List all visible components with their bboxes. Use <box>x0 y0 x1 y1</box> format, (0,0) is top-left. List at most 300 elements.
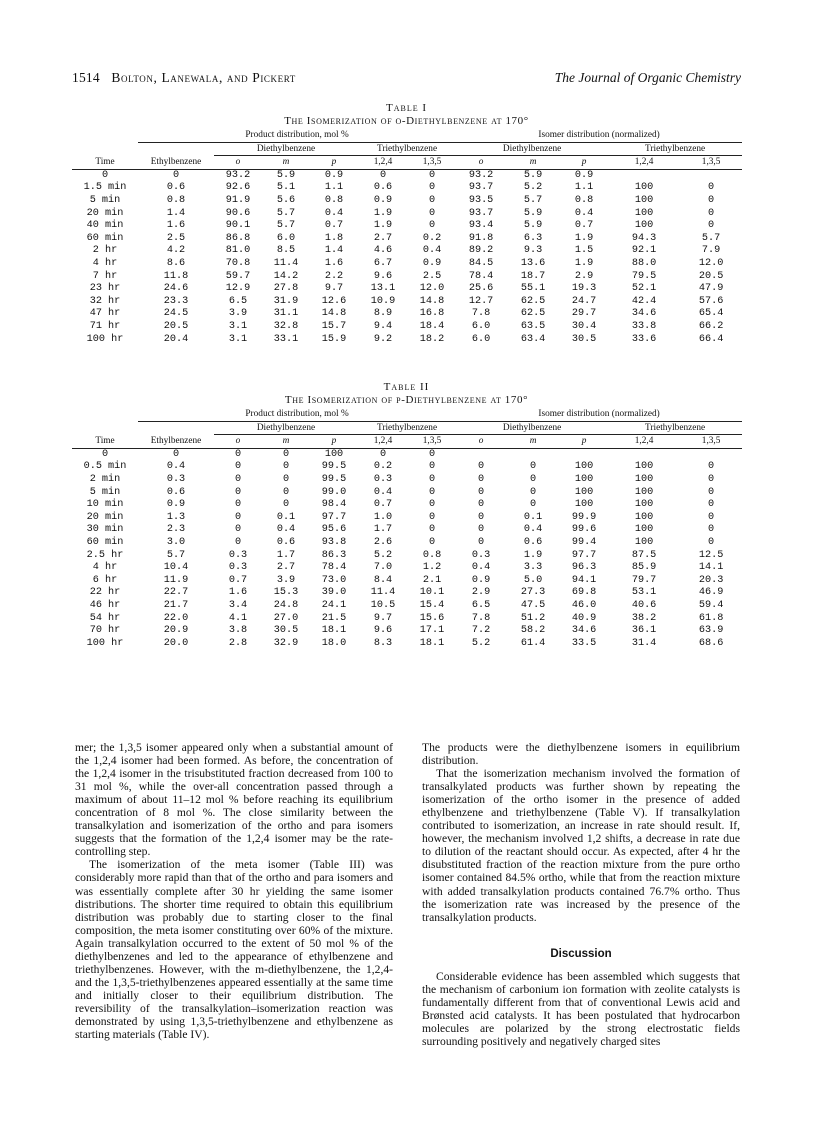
table-cell: 95.6 <box>321 524 347 536</box>
table2-col-ethyl: Ethylbenzene <box>138 435 214 449</box>
table-cell: 92.1 <box>631 245 657 257</box>
table-cell: 36.1 <box>631 625 657 637</box>
table-cell: 59.7 <box>225 270 251 282</box>
table-cell: 5.2 <box>523 182 543 194</box>
table-cell: 0.8 <box>166 194 186 206</box>
table-cell: 33.1 <box>273 333 299 345</box>
table-cell: 1.6 <box>166 220 186 232</box>
table1-sub-triethyl: Triethylbenzene <box>358 142 456 156</box>
table-row <box>72 499 742 512</box>
table-cell: 1.2 <box>422 562 442 574</box>
table-cell: 0.5 min <box>83 461 127 473</box>
table-cell: 86.3 <box>321 549 347 561</box>
table-cell: 12.0 <box>419 283 445 295</box>
table-cell: 81.0 <box>225 245 251 257</box>
table-cell: 0.8 <box>422 549 442 561</box>
table-cell: 100 <box>634 194 654 206</box>
table-cell: 99.5 <box>321 461 347 473</box>
table-cell: 10.4 <box>163 562 189 574</box>
table-cell: 0.3 <box>471 549 491 561</box>
table-cell: 71 hr <box>89 320 121 332</box>
table-cell: 23 hr <box>89 283 121 295</box>
table-cell: 7 hr <box>92 270 118 282</box>
paragraph: mer; the 1,3,5 isomer appeared only when a substantial amount of the 1,2,4 isomer had been formed. As before, the concentration of the 1,2,4 isomer in the trisubstituted fraction decreased from 100 to 31 mol %, while the over-all concentration passed through a maximum of about 11–12 mol % before reaching its equilibrium concentration of 8 mol %. The close similarity between the transalkylation and isomerization of the ortho and para isomers suggests that the formation of the 1,2,4 isomer may be the rate-controlling step. <box>75 741 393 859</box>
table-cell: 0 <box>428 194 436 206</box>
table-cell: 47.5 <box>520 599 546 611</box>
table2-col-time: Time <box>72 435 138 449</box>
table-cell: 6.7 <box>373 257 393 269</box>
table-cell: 21.7 <box>163 599 189 611</box>
table-cell: 0 <box>379 169 387 181</box>
table-cell: 0.7 <box>228 574 248 586</box>
table-cell: 5.7 <box>523 194 543 206</box>
table-cell: 19.3 <box>571 283 597 295</box>
table-cell: 79.5 <box>631 270 657 282</box>
table-cell: 4 hr <box>92 562 118 574</box>
table-row <box>72 537 742 550</box>
table-cell: 5 min <box>89 194 121 206</box>
table-cell: 12.6 <box>321 295 347 307</box>
table-cell: 0 <box>282 461 290 473</box>
table-cell: 14.8 <box>419 295 445 307</box>
running-head-left <box>72 70 296 86</box>
table-cell: 0.3 <box>228 562 248 574</box>
table-row <box>72 575 742 588</box>
table-cell: 22.0 <box>163 612 189 624</box>
table-cell: 6.0 <box>471 320 491 332</box>
running-head <box>72 70 741 88</box>
table-cell: 40.9 <box>571 612 597 624</box>
table-cell: 89.2 <box>468 245 494 257</box>
table-cell: 91.8 <box>468 232 494 244</box>
table-row <box>72 600 742 613</box>
table-cell: 0 <box>234 461 242 473</box>
table-row <box>72 638 742 651</box>
table-cell: 0 <box>530 473 537 485</box>
paragraph: That the isomerization mechanism involved the formation of transalkylated products was further shown by repeating the isomerization of the ortho isomer in the presence of added ethylbenzene and triethylbenzene (Table V). If transalkylation contributed to isomerization, an increase in rate should result. If, however, the mechanism involved 1,2 shifts, a decrease in rate due to dilution of the reactant should occur. As expected, after 4 hr the disubstituted fraction of the reaction mixture from the pure ortho isomer contained 84.5% ortho, while that from the reaction mixture with added transalkylation products contained 76.7% ortho. Thus the isomerization rate was increased by the presence of the transalkylation products. <box>422 767 740 924</box>
table-cell: 0 <box>428 220 436 232</box>
table-cell: 0.6 <box>166 182 186 194</box>
table-cell: 39.0 <box>321 587 347 599</box>
table-cell: 14.2 <box>273 270 299 282</box>
table-row <box>72 233 742 246</box>
table-cell: 5 min <box>89 486 121 498</box>
table-cell: 1.9 <box>373 207 393 219</box>
table-cell: 2.8 <box>228 637 248 649</box>
table-cell: 8.5 <box>276 245 296 257</box>
table2-title <box>0 381 813 407</box>
table2-col-p: p <box>310 435 358 449</box>
table-cell: 5.7 <box>701 232 721 244</box>
table-cell: 34.6 <box>631 308 657 320</box>
table2 <box>72 408 742 650</box>
table1-label: Table I <box>385 102 428 114</box>
table-cell: 3.3 <box>523 562 543 574</box>
table-cell: 100 <box>634 486 654 498</box>
table-cell: 0.7 <box>373 499 393 511</box>
table-cell: 5.1 <box>276 182 296 194</box>
table-row <box>72 182 742 195</box>
table-cell: 2.7 <box>373 232 393 244</box>
table-cell: 8.6 <box>166 257 186 269</box>
table-cell: 98.4 <box>321 499 347 511</box>
table-cell: 62.5 <box>520 308 546 320</box>
table-cell: 1.7 <box>373 524 393 536</box>
table-cell: 0.6 <box>276 536 296 548</box>
table-cell: 100 <box>574 473 594 485</box>
table-cell: 78.4 <box>321 562 347 574</box>
table2-col-o: o <box>214 435 262 449</box>
table-cell: 3.9 <box>276 574 296 586</box>
table-cell: 0 <box>708 473 715 485</box>
table-cell: 0.6 <box>523 536 543 548</box>
table-cell: 1.1 <box>574 182 594 194</box>
table2-col-m-norm: m <box>506 435 560 449</box>
table-cell: 0.6 <box>166 486 186 498</box>
table-cell: 27.8 <box>273 283 299 295</box>
table-cell: 14.8 <box>321 308 347 320</box>
table-cell: 40.6 <box>631 599 657 611</box>
table-cell: 29.7 <box>571 308 597 320</box>
table-cell: 2.5 hr <box>86 549 124 561</box>
table-cell: 1.9 <box>574 232 594 244</box>
section-heading: Discussion <box>550 947 612 960</box>
table-cell: 5.7 <box>276 207 296 219</box>
table-cell: 0 <box>428 486 436 498</box>
table-cell: 20.5 <box>163 320 189 332</box>
table-cell: 0 <box>172 169 180 181</box>
table-cell: 60 min <box>86 536 124 548</box>
table-cell: 15.6 <box>419 612 445 624</box>
table-cell: 17.1 <box>419 625 445 637</box>
table-cell: 0.9 <box>324 169 344 181</box>
table-cell: 100 <box>324 448 344 460</box>
table-cell: 6.3 <box>523 232 543 244</box>
table-cell: 34.6 <box>571 625 597 637</box>
table-cell: 100 <box>634 524 654 536</box>
table-cell: 100 <box>634 536 654 548</box>
table-cell: 0 <box>530 499 537 511</box>
table-row <box>72 296 742 309</box>
table-cell: 60 min <box>86 232 124 244</box>
table-cell: 1.0 <box>373 511 393 523</box>
table-cell: 100 <box>634 499 654 511</box>
table-cell: 18.2 <box>419 333 445 345</box>
table-cell: 70.8 <box>225 257 251 269</box>
table2-group-product: Product distribution, mol % <box>138 408 456 421</box>
table1 <box>72 129 742 346</box>
right-column <box>422 741 740 1048</box>
table-cell: 0 <box>234 486 242 498</box>
table-cell: 0.1 <box>276 511 296 523</box>
table-cell: 0.7 <box>574 220 594 232</box>
table-cell: 99.4 <box>571 536 597 548</box>
table-cell: 0 <box>708 194 715 206</box>
table2-sub-diethyl-norm: Diethylbenzene <box>456 421 608 435</box>
table-cell: 24.5 <box>163 308 189 320</box>
table-cell: 18.4 <box>419 320 445 332</box>
table-cell <box>680 448 742 461</box>
table-cell: 3.1 <box>228 320 248 332</box>
table-cell: 40 min <box>86 220 124 232</box>
table-cell: 5.9 <box>523 169 543 181</box>
table-cell: 24.7 <box>571 295 597 307</box>
table-cell: 12.7 <box>468 295 494 307</box>
table-cell: 1.6 <box>324 257 344 269</box>
table-cell: 57.6 <box>698 295 724 307</box>
table-cell: 12.0 <box>698 257 724 269</box>
table-cell: 30.5 <box>571 333 597 345</box>
table-cell: 54 hr <box>89 612 121 624</box>
table-cell: 93.4 <box>468 220 494 232</box>
table1-title <box>0 102 813 128</box>
table-cell: 13.6 <box>520 257 546 269</box>
table-cell: 0.4 <box>373 486 393 498</box>
table-cell: 9.4 <box>373 320 393 332</box>
table-cell: 0 <box>101 169 109 181</box>
table-cell: 0 <box>708 486 715 498</box>
table2-sub-triethyl: Triethylbenzene <box>358 421 456 435</box>
table-cell: 100 <box>574 486 594 498</box>
table-cell: 93.8 <box>321 536 347 548</box>
table-row <box>72 461 742 474</box>
table-cell: 11.4 <box>370 587 396 599</box>
table-row <box>72 245 742 258</box>
table-cell: 31.9 <box>273 295 299 307</box>
table-cell: 63.5 <box>520 320 546 332</box>
table-cell: 0.9 <box>574 169 594 181</box>
table-cell: 46.9 <box>698 587 724 599</box>
table-cell: 100 <box>634 207 654 219</box>
table-cell: 0 <box>428 536 436 548</box>
table-cell: 5.2 <box>373 549 393 561</box>
table-cell: 0 <box>478 511 485 523</box>
table-cell: 0 <box>234 448 242 460</box>
table2-col-135-norm: 1,3,5 <box>680 435 742 449</box>
table-cell: 3.9 <box>228 308 248 320</box>
table-cell: 93.2 <box>468 169 494 181</box>
table-cell: 5.9 <box>523 220 543 232</box>
table-cell: 20.4 <box>163 333 189 345</box>
table-cell: 0.9 <box>166 499 186 511</box>
table-cell: 93.2 <box>225 169 251 181</box>
table-cell: 1.5 <box>574 245 594 257</box>
table-cell: 20.5 <box>698 270 724 282</box>
table-cell: 31.4 <box>631 637 657 649</box>
table-cell: 100 <box>634 473 654 485</box>
table-cell: 90.1 <box>225 220 251 232</box>
table-cell: 32 hr <box>89 295 121 307</box>
table-cell: 18.0 <box>321 637 347 649</box>
table1-body <box>72 169 742 346</box>
table-cell: 66.2 <box>698 320 724 332</box>
table-cell: 73.0 <box>321 574 347 586</box>
table-cell: 0 <box>530 461 537 473</box>
table-cell: 63.9 <box>698 625 724 637</box>
table-cell: 0 <box>708 220 715 232</box>
table-cell: 0 <box>282 499 290 511</box>
table-cell: 23.3 <box>163 295 189 307</box>
table-cell: 18.1 <box>419 637 445 649</box>
table-cell: 0.3 <box>166 473 186 485</box>
table-cell: 93.5 <box>468 194 494 206</box>
table-cell: 21.5 <box>321 612 347 624</box>
table-cell: 12.9 <box>225 283 251 295</box>
table1-col-135: 1,3,5 <box>408 156 456 170</box>
table-cell: 3.1 <box>228 333 248 345</box>
table-cell: 1.5 min <box>83 182 127 194</box>
table-cell: 0 <box>428 461 436 473</box>
table-row <box>72 512 742 525</box>
table-cell: 2.5 <box>422 270 442 282</box>
table-cell: 0.3 <box>373 473 393 485</box>
table-row <box>72 625 742 638</box>
table1-col-124: 1,2,4 <box>358 156 408 170</box>
table-cell: 5.6 <box>276 194 296 206</box>
table-cell: 97.7 <box>321 511 347 523</box>
table-cell: 97.7 <box>571 549 597 561</box>
table-cell: 93.7 <box>468 207 494 219</box>
table-cell: 100 <box>574 499 594 511</box>
table1-col-o: o <box>214 156 262 170</box>
table1-caption: The Isomerization of o-Diethylbenzene at 170° <box>284 115 529 127</box>
table-cell: 1.6 <box>228 587 248 599</box>
table-cell: 15.4 <box>419 599 445 611</box>
table-cell: 0 <box>478 524 485 536</box>
table-cell: 61.8 <box>698 612 724 624</box>
table-cell: 5.7 <box>276 220 296 232</box>
table-row <box>72 487 742 500</box>
table-cell: 2 hr <box>92 245 118 257</box>
table-cell: 99.0 <box>321 486 347 498</box>
table-cell: 0 <box>478 536 485 548</box>
table-cell: 10.5 <box>370 599 396 611</box>
table-row <box>72 587 742 600</box>
table-cell: 0.4 <box>574 207 594 219</box>
table-cell: 0.9 <box>471 574 491 586</box>
table-cell: 24.8 <box>273 599 299 611</box>
table-cell: 0 <box>234 473 242 485</box>
table-row <box>72 562 742 575</box>
table-cell: 0 <box>172 448 180 460</box>
table-cell: 15.3 <box>273 587 299 599</box>
table1-col-o-norm: o <box>456 156 506 170</box>
table-cell: 0 <box>428 169 436 181</box>
table-cell: 100 <box>634 182 654 194</box>
page-number: 1514 <box>72 70 100 85</box>
table1-col-p: p <box>310 156 358 170</box>
table-cell: 53.1 <box>631 587 657 599</box>
table-cell: 0.4 <box>276 524 296 536</box>
table-cell: 0 <box>708 536 715 548</box>
table-cell: 52.1 <box>631 283 657 295</box>
table-cell: 30.4 <box>571 320 597 332</box>
table-cell: 0 <box>428 511 436 523</box>
table-cell: 0.3 <box>228 549 248 561</box>
table-cell: 79.7 <box>631 574 657 586</box>
table-row <box>72 613 742 626</box>
table1-col-p-norm: p <box>560 156 608 170</box>
table-cell: 62.5 <box>520 295 546 307</box>
table-cell: 0 <box>708 499 715 511</box>
table-cell: 33.5 <box>571 637 597 649</box>
table-cell: 96.3 <box>571 562 597 574</box>
table-cell: 32.8 <box>273 320 299 332</box>
table-cell: 1.9 <box>373 220 393 232</box>
table2-label: Table II <box>383 381 430 393</box>
table-cell: 99.5 <box>321 473 347 485</box>
table-cell: 2 min <box>89 473 121 485</box>
table-cell: 4.6 <box>373 245 393 257</box>
table-cell: 66.4 <box>698 333 724 345</box>
table-cell: 0.4 <box>471 562 491 574</box>
table-cell: 91.9 <box>225 194 251 206</box>
table-cell: 100 hr <box>86 637 124 649</box>
table2-body <box>72 448 742 650</box>
table-row <box>72 550 742 563</box>
table-cell: 4 hr <box>92 257 118 269</box>
table-cell: 27.0 <box>273 612 299 624</box>
table-cell: 70 hr <box>89 625 121 637</box>
table-cell: 12.5 <box>698 549 724 561</box>
table-cell: 0 <box>478 461 485 473</box>
table-cell: 2.7 <box>276 562 296 574</box>
table-cell: 46 hr <box>89 599 121 611</box>
table1-col-124-norm: 1,2,4 <box>608 156 680 170</box>
table-cell: 86.8 <box>225 232 251 244</box>
table-cell: 3.4 <box>228 599 248 611</box>
table-cell: 3.0 <box>166 536 186 548</box>
table-cell: 0.1 <box>523 511 543 523</box>
table-row <box>72 169 742 182</box>
table-cell: 0 <box>234 499 242 511</box>
table-cell: 6.5 <box>471 599 491 611</box>
table-cell: 46.0 <box>571 599 597 611</box>
table-cell: 20.9 <box>163 625 189 637</box>
table-cell: 1.9 <box>574 257 594 269</box>
journal-name: The Journal of Organic Chemistry <box>554 70 741 85</box>
table-cell: 0 <box>234 536 242 548</box>
table-cell: 59.4 <box>698 599 724 611</box>
table-cell: 30.5 <box>273 625 299 637</box>
table-cell: 11.4 <box>273 257 299 269</box>
table-cell: 0 <box>282 473 290 485</box>
table-cell: 9.7 <box>324 283 344 295</box>
table-cell: 14.1 <box>698 562 724 574</box>
table-cell: 5.9 <box>276 169 296 181</box>
table-cell: 2.2 <box>324 270 344 282</box>
table-cell <box>456 448 506 461</box>
table-cell: 0.9 <box>373 194 393 206</box>
table-cell: 15.7 <box>321 320 347 332</box>
table-cell: 0.8 <box>574 194 594 206</box>
table-row <box>72 524 742 537</box>
table-cell: 13.1 <box>370 283 396 295</box>
table-cell: 0 <box>282 486 290 498</box>
table-cell: 0 <box>428 524 436 536</box>
table-cell: 1.4 <box>324 245 344 257</box>
table-cell: 7.8 <box>471 612 491 624</box>
table-cell: 10.9 <box>370 295 396 307</box>
table-cell: 65.4 <box>698 308 724 320</box>
table2-col-o-norm: o <box>456 435 506 449</box>
table-cell: 94.3 <box>631 232 657 244</box>
table-cell: 3.8 <box>228 625 248 637</box>
table-cell: 99.9 <box>571 511 597 523</box>
table-cell: 0.4 <box>523 524 543 536</box>
table-cell: 0 <box>428 473 436 485</box>
table-cell: 38.2 <box>631 612 657 624</box>
